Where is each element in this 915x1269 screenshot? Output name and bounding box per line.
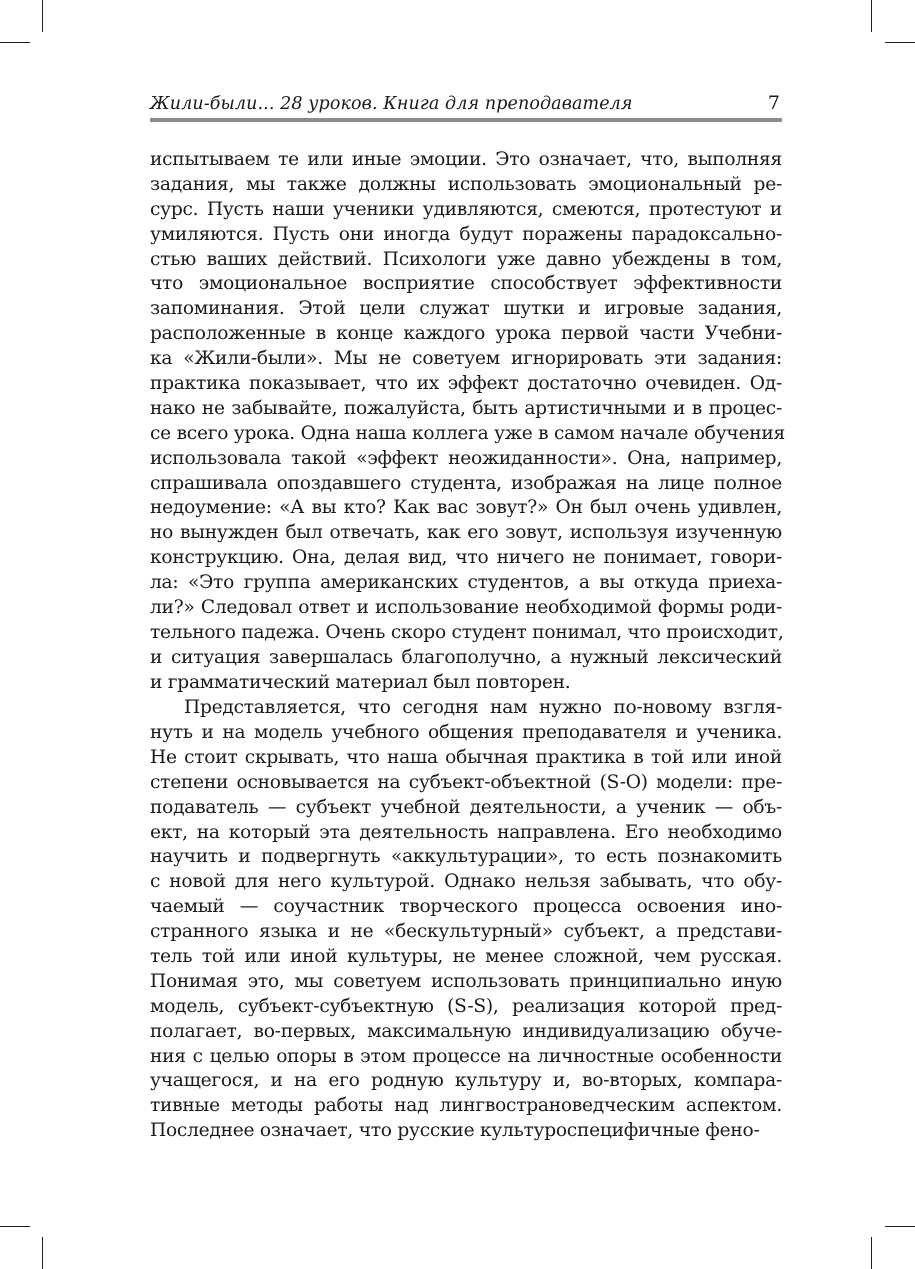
text-line: спрашивала опоздавшего студента, изображая на лице полное (150, 472, 782, 494)
text-line: учащегося, и на его родную культуру и, во-вторых, компара- (150, 1070, 782, 1092)
text-line: подаватель — субъект учебной деятельности, а ученик — объ- (150, 796, 782, 818)
page-number: 7 (767, 92, 780, 114)
text-line: модель, субъект-субъектную (S-S), реализация которой пред- (150, 995, 782, 1017)
text-line: запоминания. Этой цели служат шутки и игровые задания, (150, 298, 782, 320)
text-line: научить и подвергнуть «аккультурации», то есть познакомить (150, 846, 782, 868)
crop-mark-bottom-left-horizontal (0, 1226, 30, 1227)
text-line: Последнее означает, что русские культуроспецифичные фено- (150, 1120, 760, 1142)
text-line: степени основывается на субъект-объектной (S-O) модели: пре- (150, 771, 782, 793)
text-line: что эмоциональное восприятие способствует эффективности (150, 273, 782, 295)
text-line: стью ваших действий. Психологи уже давно убеждены в том, (150, 248, 782, 270)
crop-mark-top-right-horizontal (885, 42, 915, 43)
body-text (150, 148, 785, 1144)
text-line: нуть и на модель учебного общения преподавателя и ученика. (150, 721, 782, 743)
text-line: конструкцию. Она, делая вид, что ничего не понимает, говори- (150, 547, 782, 569)
text-line: недоумение: «А вы кто? Как вас зовут?» Он был очень удивлен, (150, 497, 782, 519)
text-line: использовала такой «эффект неожиданности». Она, например, (150, 447, 782, 469)
text-line: Не стоит скрывать, что наша обычная практика в той или иной (150, 746, 782, 768)
running-header (150, 92, 782, 118)
paragraph (150, 148, 785, 696)
text-line: странного языка и не «бескультурный» субъект, а представи- (150, 921, 782, 943)
text-line: тивные методы работы над лингвострановедческим аспектом. (150, 1095, 782, 1117)
text-line: полагает, во-первых, максимальную индивидуализацию обуче- (150, 1020, 782, 1042)
text-line: сурс. Пусть наши ученики удивляются, смеются, протестуют и (150, 198, 782, 220)
running-header-title: Жили-были... 28 уроков. Книга для преподавателя (150, 94, 633, 114)
crop-mark-bottom-right-horizontal (885, 1226, 915, 1227)
header-rule (150, 118, 782, 122)
text-line: с новой для него культурой. Однако нельзя забывать, что обу- (150, 871, 782, 893)
text-line: испытываем те или иные эмоции. Это означает, что, выполняя (150, 149, 782, 170)
text-line: се всего урока. Одна наша коллега уже в самом начале обучения (150, 422, 785, 444)
text-line: практика показывает, что их эффект достаточно очевиден. Од- (150, 373, 782, 395)
text-line: тель той или иной культуры, не менее сложной, чем русская. (150, 946, 782, 967)
text-line: ния с целью опоры в этом процессе на личностные особенности (150, 1045, 782, 1067)
text-line: ект, на который эта деятельность направлена. Его необходимо (150, 821, 782, 843)
text-line: умиляются. Пусть они иногда будут поражены парадоксально- (150, 223, 782, 245)
text-line: и грамматический материал был повторен. (150, 671, 571, 693)
crop-mark-bottom-right-vertical (871, 1237, 872, 1269)
text-line: Представляется, что сегодня нам нужно по-новому взгля- (184, 697, 782, 719)
text-line: ка «Жили-были». Мы не советуем игнорировать эти задания: (150, 348, 782, 370)
text-line: но вынужден был отвечать, как его зовут, используя изученную (150, 522, 782, 544)
text-line: и ситуация завершалась благополучно, а нужный лексический (150, 646, 782, 668)
text-line: Понимая это, мы советуем использовать принципиально иную (150, 970, 782, 992)
paragraph (150, 696, 782, 1144)
text-line: расположенные в конце каждого урока первой части Учебни- (150, 323, 782, 345)
crop-mark-top-right-vertical (871, 0, 872, 32)
text-line: чаемый — соучастник творческого процесса освоения ино- (150, 896, 782, 918)
text-line: ли?» Следовал ответ и использование необходимой формы роди- (150, 597, 782, 619)
text-line: задания, мы также должны использовать эмоциональный ре- (150, 173, 782, 195)
text-line: ла: «Это группа американских студентов, а вы откуда приеха- (150, 572, 782, 594)
text-line: тельного падежа. Очень скоро студент понимал, что происходит, (150, 621, 784, 643)
crop-mark-top-left-vertical (42, 0, 43, 32)
crop-mark-bottom-left-vertical (42, 1237, 43, 1269)
crop-mark-top-left-horizontal (0, 42, 30, 43)
text-line: нако не забывайте, пожалуйста, быть артистичными и в процес- (150, 397, 782, 419)
